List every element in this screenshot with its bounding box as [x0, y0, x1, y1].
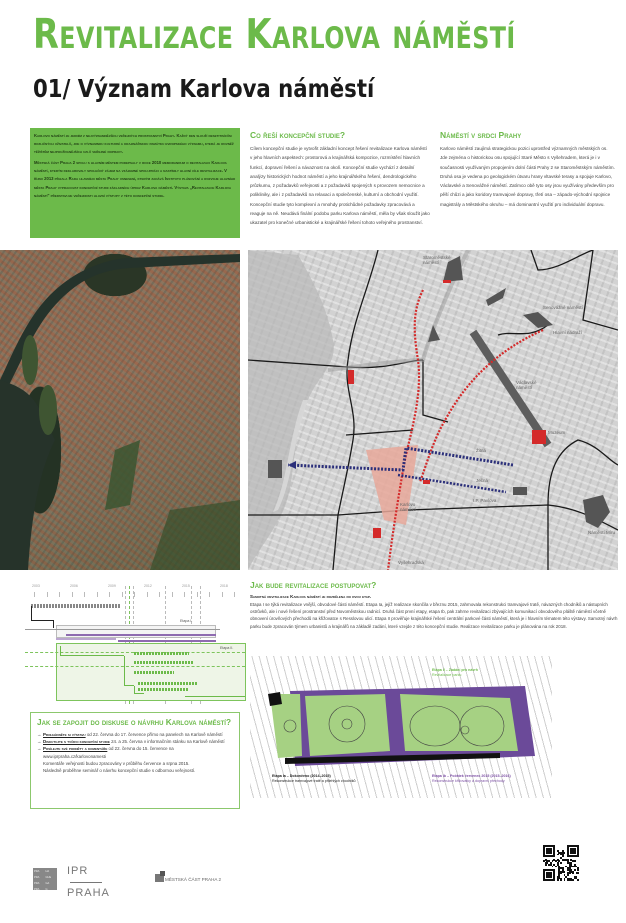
logo-cell: PRA	[34, 876, 40, 879]
involve-list	[37, 731, 233, 760]
qr-module	[577, 879, 579, 881]
intro-paragraph: Městská část Praha 2 spolu s hlavním městem podepsaly v roce 2010 memorandum o revitalizaci Karlova náměstí, kterým deklarovaly společný zájem na vzájemné spolupráci a nastínily hlavní cíle revitalizace. V říjnu 2013 přijala Rada hlavního města Prahy usnesení, kterým zadává Institutu plánování a rozvoje hlavního města Prahy vypracovat koncepční studii základních úprav Karlova náměstí. Výstava „Revitalizace Karlova náměstí" představuje veřejnosti hlavní výstupy z této koncepční studie.	[34, 160, 236, 198]
plan-label-title: Etapa Ib – Počátek červenec 2015 (2015–2016)	[432, 774, 511, 778]
timeline-stage-label: Etapa II.	[220, 646, 234, 650]
map-label: Václavské náměstí	[516, 380, 537, 390]
intro-paragraph: Karlovo náměstí je jedním z nejvýznamnějších veřejných prostranství Prahy. Každý den slouží desetitisícům rozličných uživatelů, jde o významnou kulturní a krajinářskou památku evropského významu, která je rovněž těžištěm nejpoužívanějších uzlů veřejné dopravy.	[34, 133, 234, 155]
arrow-right-icon: →	[37, 739, 42, 745]
map-road	[333, 250, 378, 570]
timeline-tick	[234, 592, 235, 597]
island	[39, 385, 57, 435]
timeline-note	[134, 661, 194, 664]
qr-module	[567, 874, 569, 876]
qr-module	[545, 864, 547, 866]
timeline-tick	[197, 592, 198, 597]
timeline-connector	[31, 620, 53, 621]
timeline-tick	[159, 592, 160, 597]
timeline-bar-stage1	[56, 638, 116, 640]
qr-module	[550, 876, 552, 878]
timeline-year: 2018	[220, 584, 228, 588]
plan-label-sub: Revitalizace parku	[432, 673, 462, 677]
intro-box	[30, 128, 240, 238]
map-building	[513, 487, 527, 495]
map-building	[268, 460, 282, 478]
timeline-note	[31, 604, 121, 608]
praha-logo	[33, 868, 57, 890]
map-road	[423, 360, 448, 422]
column-study-text: Cílem koncepční studie je vytvořit základní koncept řešení revitalizace Karlova náměstí v jeho hlavních aspektech: prostorová a krajinářská kompozice, rozmístění hlavních funkcí, dopravní řešení a návaznost na okolí. Koncepční studie vychází z detailní analýzy historických hodnot náměstí a jeho krajinářského řešení, dendrologického průzkumu, z požadavků veřejnosti a z požadavků spojených s provozem nemocnice a polikliniky, ale i z požadavků na relaxaci a společenské, kulturní a obchodní využití. Koncepční studie tyto komplexní a mnohdy protichůdné požadavky zpracovává a reaguje na ně. Neudává finální podobu parku Karlova náměstí, měla by však sloužit jako ukazatel pro konečné urbanistické a krajinářské řešení tohoto veřejného prostranství.	[250, 146, 430, 226]
qr-module	[572, 879, 574, 881]
map-label: Vyšehradská	[398, 560, 424, 565]
involve-box	[30, 712, 240, 809]
map-label: Staroměstské náměstí	[423, 255, 451, 265]
timeline-stage1-box	[56, 625, 216, 638]
stages-plan	[250, 656, 552, 798]
timeline-tick	[184, 592, 185, 597]
map-label: Ječná	[476, 478, 489, 483]
timeline-step	[124, 656, 134, 686]
qr-module	[577, 855, 579, 857]
column-study	[250, 130, 430, 228]
plan-label-stage-ia	[272, 774, 356, 784]
timeline-note	[134, 652, 189, 655]
timeline	[30, 582, 244, 704]
logo-cell: GUE	[45, 876, 52, 879]
timeline-year: 2009	[108, 584, 116, 588]
involve-heading: Jak se zapojit do diskuse o návrhu Karlova náměstí?	[37, 717, 232, 727]
timeline-rule	[25, 666, 245, 667]
map-building	[583, 495, 610, 528]
map-river	[248, 250, 334, 570]
mc-praha2-logo	[155, 874, 221, 882]
qr-module	[574, 869, 576, 871]
east-west-axis-2	[398, 475, 506, 492]
map-building	[523, 312, 553, 328]
qr-code[interactable]	[543, 845, 579, 881]
involve-item	[37, 738, 233, 745]
karlovo-park	[105, 440, 140, 510]
aerial-photo	[0, 250, 240, 570]
map-label: Karlovo náměstí	[400, 502, 417, 512]
map-label: Žitná	[476, 448, 487, 453]
logo-cell: GA	[45, 882, 50, 885]
timeline-connector	[53, 620, 54, 628]
map-road	[583, 250, 618, 330]
involve-item-text: od 22. června do 17. července přímo na panelech na Karlově náměstí	[85, 732, 223, 737]
section-progress-heading: Jak bude revitalizace postupovat?	[250, 580, 377, 590]
qr-module	[574, 860, 576, 862]
qr-module	[557, 879, 559, 881]
poster-subtitle: 01/ Význam Karlova náměstí	[33, 74, 375, 103]
logo-cell: HA	[45, 870, 50, 873]
column-heart-text: Karlovo náměstí zaujímá strategickou pozici uprostřed významných městských os. Jde zejména o historickou osu spojující Staré Město s Vyšehradem, která je i v současnosti využívaným propojením dolní části Prahy 2 se Staroměstským náměstím. Druhá osa je vedena po geologickém útvaru hrany vltavské terasy a spojuje Karlovo, Václavské a Senovážné náměstí. Zatímco obě tyto osy jsou využívány především pro pěší chůzi a jako koridory tramvajové dopravy, třetí osa – západo-východní spojnice magistrály a Městského okruhu – má dominantní využití pro individuální dopravu.	[440, 146, 615, 207]
timeline-tick	[109, 592, 110, 597]
poster-title: Revitalizace Karlova náměstí	[33, 10, 516, 58]
column-heart-heading: Náměstí v srdci Prahy	[440, 130, 522, 140]
timeline-bar-stage1	[66, 634, 216, 636]
section-progress	[250, 580, 620, 630]
logo-cell: PRA	[34, 882, 40, 885]
timeline-year: 2012	[144, 584, 152, 588]
timeline-tick	[134, 592, 135, 597]
ipr-logo-rule	[70, 882, 102, 883]
timeline-year: 2015	[182, 584, 190, 588]
aerial-river	[0, 250, 240, 570]
timeline-note	[138, 688, 188, 691]
arrow-right-icon: →	[37, 746, 42, 752]
qr-module	[562, 855, 564, 857]
qr-module	[552, 860, 554, 862]
map-markers	[348, 280, 546, 538]
green-area	[150, 500, 240, 570]
map-building	[486, 288, 506, 306]
timeline-step	[185, 696, 245, 697]
timeline-tick	[47, 592, 48, 597]
timeline-tick	[59, 592, 60, 597]
qr-module	[564, 879, 566, 881]
timeline-bar-stage1	[118, 640, 216, 642]
timeline-tick	[97, 592, 98, 597]
timeline-step	[60, 646, 124, 656]
qr-module	[572, 872, 574, 874]
ipr-logo-line1: IPR	[67, 865, 89, 877]
timeline-year: 2003	[32, 584, 40, 588]
ipr-logo	[67, 866, 110, 899]
map-road	[248, 505, 618, 530]
map-label: Muzeum	[548, 430, 566, 435]
column-heart	[440, 130, 615, 209]
map-road	[548, 440, 618, 570]
map-label: I.P. Pavlova	[473, 498, 497, 503]
involve-item	[37, 745, 233, 759]
plan-label-title: Etapa II – Zadání pro návrh	[432, 668, 478, 672]
qr-module	[555, 866, 557, 868]
involve-item-bold: Diskutujte s tvůrci koncepční studie	[43, 739, 110, 745]
plan-label-title: Etapa Ia – Dokončeno (2014–2015)	[272, 774, 331, 778]
map-svg	[248, 250, 618, 570]
involve-note: Komentáře veřejnosti budou zpracovány v průběhu července a srpna 2015.	[43, 760, 190, 766]
timeline-note	[138, 682, 198, 685]
qr-module	[560, 862, 562, 864]
island	[22, 335, 38, 385]
timeline-tick	[122, 592, 123, 597]
qr-module	[577, 872, 579, 874]
plan-label-sub: Rekonstrukce křižovatky a dopravní přechody	[432, 779, 505, 783]
timeline-tick	[222, 592, 223, 597]
axes-map	[248, 250, 618, 570]
section-progress-text: Etapa I se týká revitalizace vnější, obvodové části náměstí. Etapa Ia, jejíž realizace skončila v březnu 2015, zahrnovala rekonstrukci tramvajové tratě, návazných chodníků a nástupních ostrůvků, ale i nové řešení prostranství před Novoměstskou radnicí. Druhá část první etapy, etapa Ib, pak zahrne revitalizaci zbývajících komunikací obvodového pláště náměstí včetně obnovení úrovňových přechodů na křižovatce s Resslovou ulicí. Etapa II prověřuje krajinářské řešení centrální parkové části náměstí, která je i hlavním tématem této výstavy. Samotný návrh parku bude zpracován týmem urbanistů a krajinářů na základě zadání, které vzejde z této koncepční studie. Realizace revitalizace parku je plánována na rok 2018.	[250, 601, 618, 629]
map-label: Senovážné náměstí	[543, 305, 583, 310]
timeline-tick	[84, 592, 85, 597]
qr-module	[553, 879, 555, 881]
involve-note: Následně proběhne seminář o návrhu koncepční studie s odbornou veřejností.	[43, 768, 196, 774]
map-marker	[443, 280, 451, 283]
qr-module	[564, 852, 566, 854]
plan-label-stage-ib	[432, 774, 511, 784]
involve-item-text: 24. a 25. června v informačním stánku na Karlově náměstí	[109, 739, 225, 745]
mc-logo-icon	[155, 874, 164, 882]
ipr-logo-line2: PRAHA	[67, 887, 110, 899]
qr-module	[553, 855, 555, 857]
timeline-note	[134, 671, 174, 674]
qr-module	[577, 869, 579, 871]
logo-cell: PRA	[34, 888, 40, 891]
timeline-tick	[147, 592, 148, 597]
logo-cell: PRA	[34, 870, 40, 873]
qr-module	[569, 872, 571, 874]
timeline-tick	[72, 592, 73, 597]
section-progress-lead: Samotná revitalizace Karlova náměstí je rozdělena do dvou etap.	[250, 594, 372, 599]
timeline-tick	[172, 592, 173, 597]
qr-module	[552, 866, 554, 868]
map-road	[346, 430, 413, 435]
qr-module	[550, 852, 552, 854]
logo-cell: G	[45, 888, 48, 891]
timeline-stage-label: Etapa I.	[180, 619, 193, 623]
map-marker	[373, 528, 381, 538]
map-label: Hlavní nádraží	[553, 330, 583, 335]
timeline-connector	[31, 606, 32, 620]
timeline-year: 2006	[70, 584, 78, 588]
map-label: Náměstí Míru	[588, 530, 616, 535]
timeline-tick	[34, 592, 35, 597]
plan-label-sub: Rekonstrukce tramvajové tratě a přilehlých chodníků	[272, 779, 356, 783]
involve-item-bold: Prohlédněte si výstavu	[43, 732, 86, 737]
plan-park-south	[400, 694, 518, 751]
plan-label-stage2	[432, 668, 478, 678]
plan-park-north	[305, 694, 390, 756]
qr-module	[557, 854, 559, 856]
involve-item-text: od 22. června do 15. července na www.iprpraha.cz/karlovonamesti	[43, 746, 174, 759]
involve-item-bold: Posílejte své podněty a komentáře	[43, 746, 108, 752]
river-north	[0, 254, 240, 400]
timeline-tick	[209, 592, 210, 597]
qr-module	[564, 871, 566, 873]
timeline-rule	[25, 629, 220, 630]
qr-module	[574, 852, 576, 854]
plan-stage-ia	[268, 692, 282, 706]
mc-logo-label: MĚSTSKÁ ČÁST PRAHA 2	[165, 877, 222, 882]
involve-item	[37, 731, 233, 738]
qr-module	[560, 872, 562, 874]
map-road	[531, 250, 593, 270]
column-study-heading: Co řeší koncepční studie?	[250, 130, 346, 140]
qr-module	[560, 879, 562, 881]
arrow-right-icon: →	[37, 732, 42, 737]
map-marker	[348, 370, 354, 384]
map-marker	[532, 430, 546, 444]
map-marker	[423, 480, 430, 484]
